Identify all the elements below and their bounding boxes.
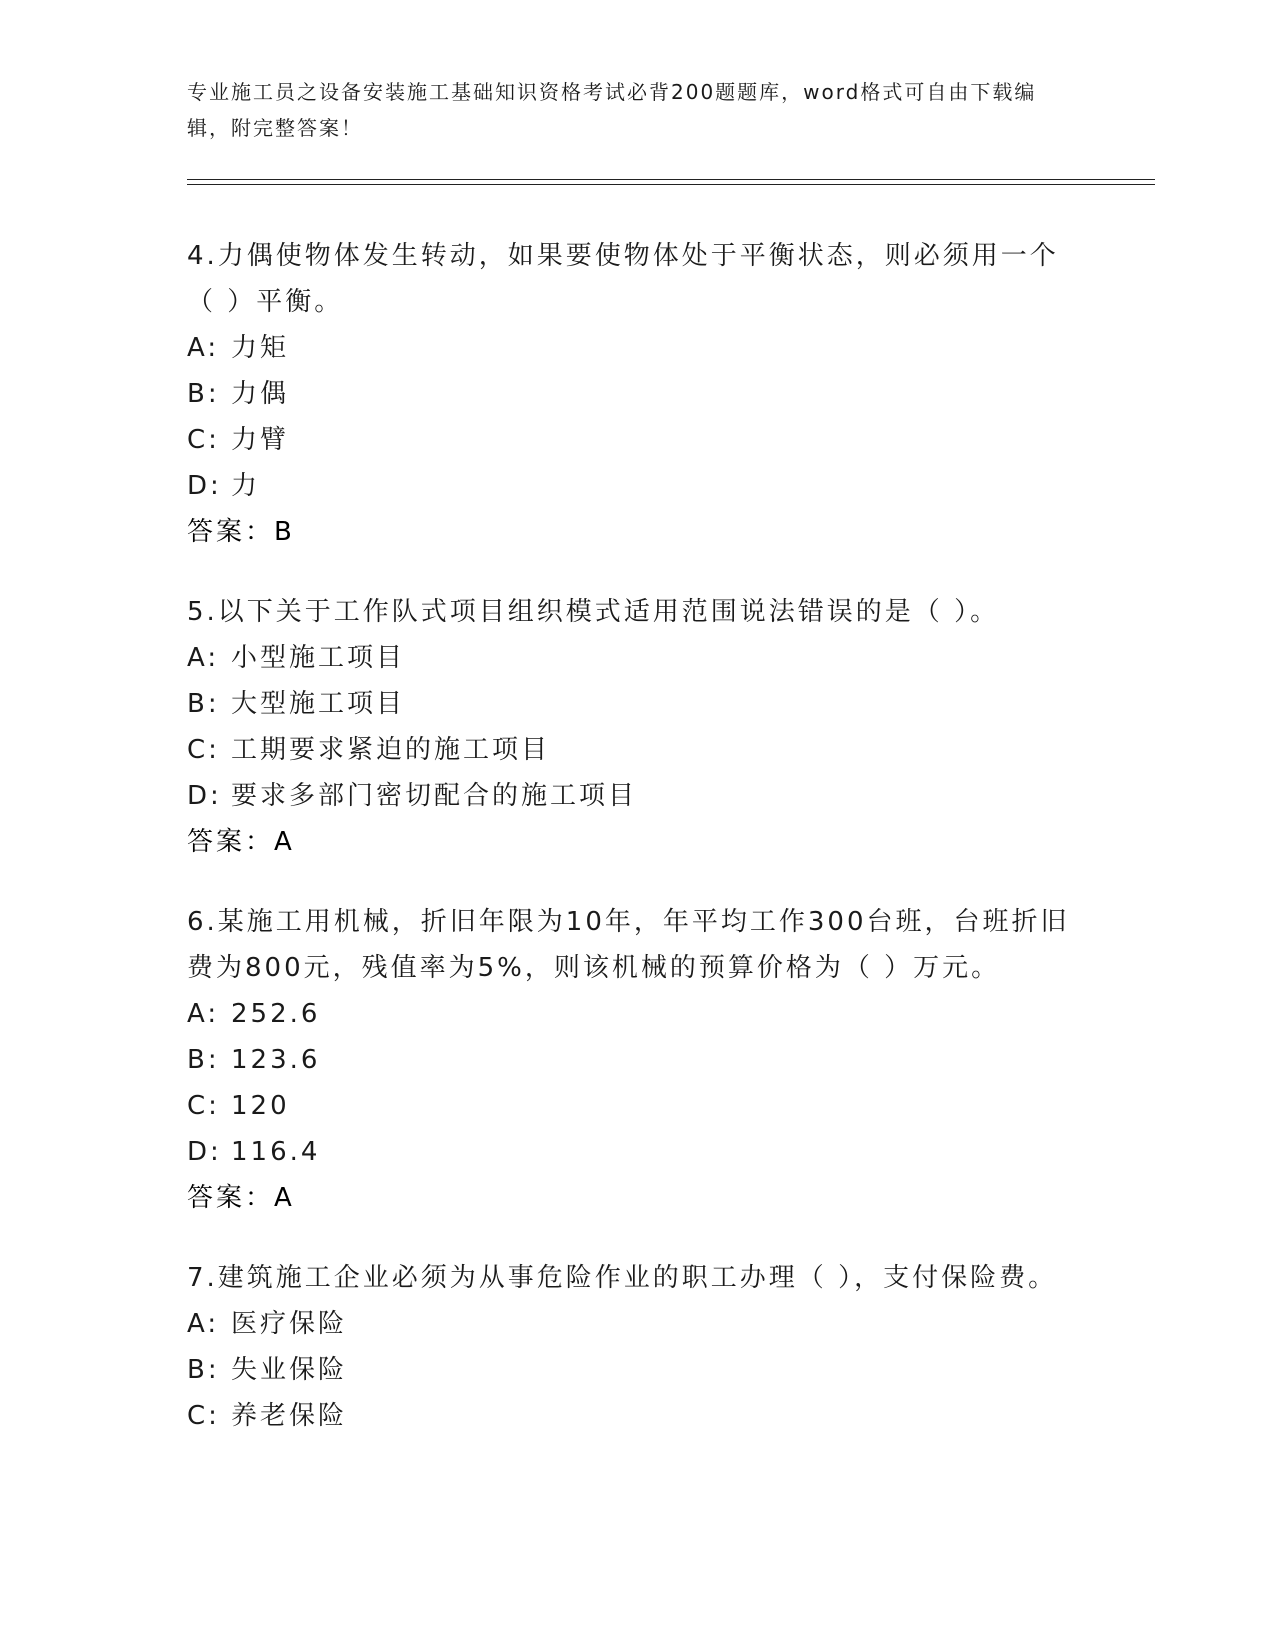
option-text: 力矩 <box>231 333 290 363</box>
question-stem: 4.力偶使物体发生转动，如果要使物体处于平衡状态，则必须用一个（ ）平衡。 <box>187 241 1059 317</box>
question-stem: 7.建筑施工企业必须为从事危险作业的职工办理（ ），支付保险费。 <box>187 1263 1058 1293</box>
answer-option <box>187 773 1087 819</box>
answer-option <box>187 1083 1087 1129</box>
answer-option <box>187 1037 1087 1083</box>
document-header: 专业施工员之设备安装施工基础知识资格考试必背200题题库，word格式可自由下载编辑，附完整答案！ <box>187 80 1037 140</box>
option-key: B: <box>187 689 220 719</box>
option-key: A: <box>187 333 220 363</box>
answer-line: 答案：A <box>187 1183 295 1213</box>
option-text: 力臂 <box>231 425 290 455</box>
question-block <box>187 899 1087 1221</box>
question-block <box>187 1255 1087 1439</box>
answer-option <box>187 463 1087 509</box>
answer-option <box>187 371 1087 417</box>
option-key: C: <box>187 735 220 765</box>
header-rule-top <box>187 179 1155 180</box>
answer-option <box>187 635 1087 681</box>
option-key: A: <box>187 643 220 673</box>
answer-option <box>187 325 1087 371</box>
option-key: B: <box>187 1045 220 1075</box>
option-key: C: <box>187 425 220 455</box>
option-key: A: <box>187 1309 220 1339</box>
option-text: 力偶 <box>231 379 290 409</box>
option-text: 失业保险 <box>231 1355 348 1385</box>
option-key: D: <box>187 471 222 501</box>
option-text: 116.4 <box>231 1137 321 1167</box>
question-stem: 6.某施工用机械，折旧年限为10年，年平均工作300台班，台班折旧费为800元，残值率为5%，则该机械的预算价格为（ ）万元。 <box>187 907 1070 983</box>
option-key: D: <box>187 781 222 811</box>
option-key: C: <box>187 1401 220 1431</box>
question-stem: 5.以下关于工作队式项目组织模式适用范围说法错误的是（ ）。 <box>187 597 1000 627</box>
answer-option <box>187 1129 1087 1175</box>
option-key: A: <box>187 999 220 1029</box>
option-text: 小型施工项目 <box>231 643 406 673</box>
answer-option <box>187 681 1087 727</box>
answer-option <box>187 1393 1087 1439</box>
option-key: C: <box>187 1091 220 1121</box>
answer-option <box>187 727 1087 773</box>
option-key: D: <box>187 1137 222 1167</box>
option-text: 大型施工项目 <box>231 689 406 719</box>
answer-option <box>187 417 1087 463</box>
header-rule-bottom <box>187 184 1155 185</box>
answer-line: 答案：A <box>187 827 295 857</box>
option-text: 要求多部门密切配合的施工项目 <box>231 781 638 811</box>
option-text: 252.6 <box>231 999 321 1029</box>
answer-option <box>187 991 1087 1037</box>
option-key: B: <box>187 1355 220 1385</box>
option-text: 养老保险 <box>231 1401 348 1431</box>
answer-option <box>187 1347 1087 1393</box>
question-list <box>187 233 1087 1473</box>
option-text: 123.6 <box>231 1045 321 1075</box>
option-text: 力 <box>231 471 261 501</box>
option-text: 医疗保险 <box>231 1309 348 1339</box>
option-key: B: <box>187 379 220 409</box>
option-text: 工期要求紧迫的施工项目 <box>231 735 551 765</box>
answer-line: 答案：B <box>187 517 295 547</box>
option-text: 120 <box>231 1091 290 1121</box>
answer-option <box>187 1301 1087 1347</box>
question-block <box>187 233 1087 555</box>
question-block <box>187 589 1087 865</box>
